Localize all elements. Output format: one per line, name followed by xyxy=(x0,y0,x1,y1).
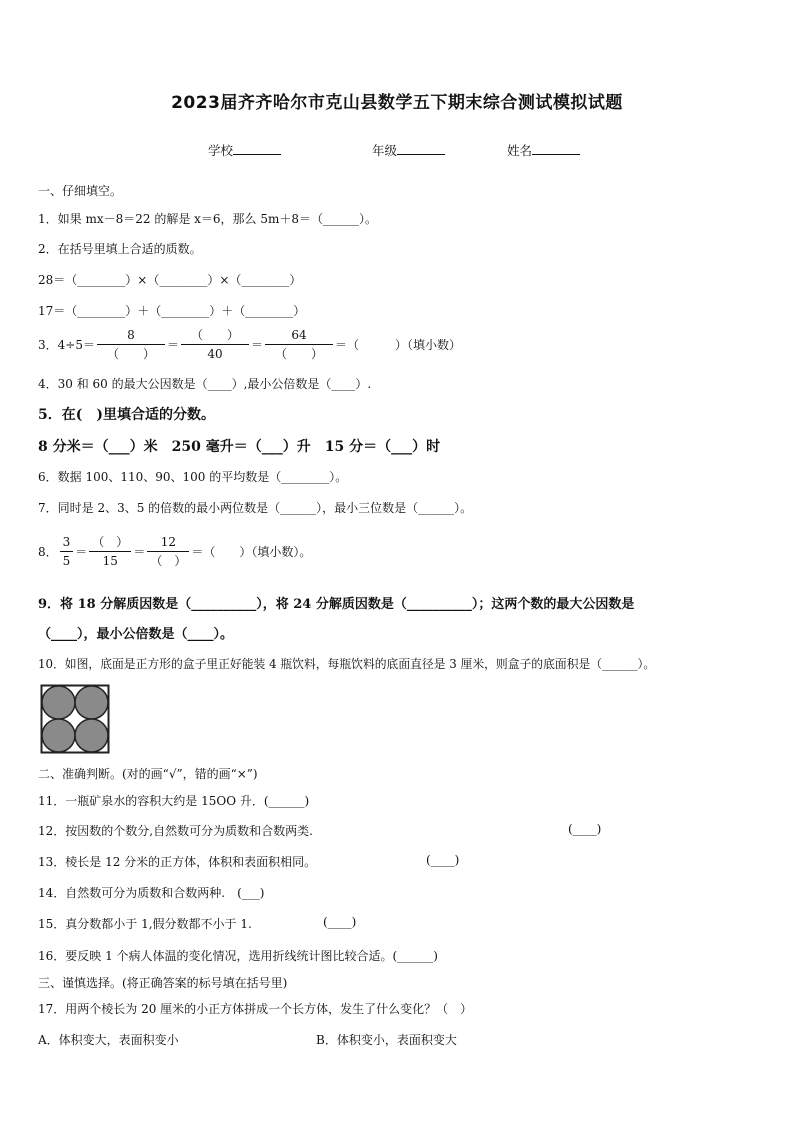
question-2-line-1: 28＝（________）×（________）×（________） xyxy=(38,273,302,287)
question-12-answer-blank[interactable]: (____) xyxy=(568,822,602,836)
fraction-numerator: 64 xyxy=(265,327,333,345)
grade-field xyxy=(372,141,445,159)
question-11: 11．一瓶矿泉水的容积大约是 15OO 升．(______) xyxy=(38,794,310,808)
question-13: 13．棱长是 12 分米的正方体，体积和表面积相同。 xyxy=(38,855,317,869)
question-10: 10．如图，底面是正方形的盒子里正好能装 4 瓶饮料，每瓶饮料的底面直径是 3 厘米，则盒子的底面积是（______）。 xyxy=(38,657,656,671)
fraction-denominator: 40 xyxy=(207,347,223,361)
fraction-numerator: 3 xyxy=(60,534,74,552)
school-blank[interactable] xyxy=(233,142,281,155)
equals-sign: ＝ xyxy=(133,545,146,559)
question-9-line-2: （____），最小公倍数是（____）。 xyxy=(38,627,234,642)
question-8-suffix: ＝（ ）（填小数）。 xyxy=(191,545,312,559)
option-b[interactable]: B．体积变小，表面积变大 xyxy=(316,1033,457,1047)
question-8-prefix: 8． xyxy=(38,545,58,559)
question-4: 4．30 和 60 的最大公因数是（____）,最小公倍数是（____）. xyxy=(38,377,372,391)
page-title: 2023届齐齐哈尔市克山县数学五下期末综合测试模拟试题 xyxy=(171,93,623,113)
name-blank[interactable] xyxy=(532,142,580,155)
question-8-fraction-3 xyxy=(147,534,189,569)
equals-sign: ＝ xyxy=(251,338,264,352)
question-8 xyxy=(38,534,311,569)
fraction-denominator: 15 xyxy=(102,554,118,568)
question-13-answer-blank[interactable]: (____) xyxy=(426,853,460,867)
school-field xyxy=(208,141,281,159)
school-label: 学校 xyxy=(208,143,234,158)
question-5: 5．在( )里填合适的分数。 xyxy=(38,407,215,423)
question-8-fraction-1 xyxy=(60,534,74,569)
grade-blank[interactable] xyxy=(397,142,445,155)
question-8-fraction-2 xyxy=(89,534,131,569)
question-3 xyxy=(38,327,461,362)
bottle-circle xyxy=(75,686,108,719)
question-7: 7．同时是 2、3、5 的倍数的最小两位数是（______），最小三位数是（______）。 xyxy=(38,501,473,515)
fraction-denominator: （ ） xyxy=(106,347,155,361)
question-14: 14．自然数可分为质数和合数两种. (___) xyxy=(38,886,265,900)
question-3-suffix: ＝（ ）（填小数） xyxy=(335,338,462,352)
bottle-circle xyxy=(75,719,108,752)
option-a[interactable]: A．体积变大，表面积变小 xyxy=(38,1033,179,1047)
question-3-fraction-3 xyxy=(265,327,333,362)
question-15: 15．真分数都小于 1,假分数都不小于 1. xyxy=(38,917,252,931)
question-15-answer-blank[interactable]: (____) xyxy=(323,915,357,929)
bottle-circle xyxy=(42,686,75,719)
equals-sign: ＝ xyxy=(75,545,88,559)
question-17: 17．用两个棱长为 20 厘米的小正方体拼成一个长方体，发生了什么变化？（ ） xyxy=(38,1002,473,1016)
bottles-in-box-figure xyxy=(40,684,110,754)
fraction-numerator: （ ） xyxy=(181,327,249,345)
question-3-prefix: 3．4÷5＝ xyxy=(38,338,95,352)
question-3-fraction-2 xyxy=(181,327,249,362)
section1-heading: 一、仔细填空。 xyxy=(38,184,123,198)
question-6: 6．数据 100、110、90、100 的平均数是（________）。 xyxy=(38,470,348,484)
section3-heading: 三、谨慎选择。(将正确答案的标号填在括号里) xyxy=(38,976,288,990)
fraction-numerator: 12 xyxy=(147,534,189,552)
question-12: 12．按因数的个数分,自然数可分为质数和合数两类. xyxy=(38,824,313,838)
question-5-line: 8 分米＝（___）米 250 毫升＝（___）升 15 分＝（___）时 xyxy=(38,439,441,455)
grade-label: 年级 xyxy=(372,143,398,158)
four-circles-diagram xyxy=(40,684,110,754)
fraction-denominator: 5 xyxy=(62,554,71,568)
question-2-line-2: 17＝（________）＋（________）＋（________） xyxy=(38,304,306,318)
fraction-denominator: （ ） xyxy=(150,554,187,568)
fraction-denominator: （ ） xyxy=(275,347,324,361)
fraction-numerator: （ ） xyxy=(89,534,131,552)
question-16: 16．要反映 1 个病人体温的变化情况，选用折线统计图比较合适。(______) xyxy=(38,949,438,963)
bottle-circle xyxy=(42,719,75,752)
section2-heading: 二、准确判断。(对的画“√”，错的画“×”) xyxy=(38,767,258,781)
question-2: 2．在括号里填上合适的质数。 xyxy=(38,242,202,256)
name-label: 姓名 xyxy=(507,143,533,158)
name-field xyxy=(507,141,580,159)
question-1: 1．如果 mx－8＝22 的解是 x＝6，那么 5m＋8＝（______）。 xyxy=(38,212,377,226)
question-9-line-1: 9．将 18 分解质因数是（__________），将 24 分解质因数是（__________）；这两个数的最大公因数是 xyxy=(38,597,635,612)
question-3-fraction-1 xyxy=(97,327,165,362)
fraction-numerator: 8 xyxy=(97,327,165,345)
equals-sign: ＝ xyxy=(166,338,179,352)
